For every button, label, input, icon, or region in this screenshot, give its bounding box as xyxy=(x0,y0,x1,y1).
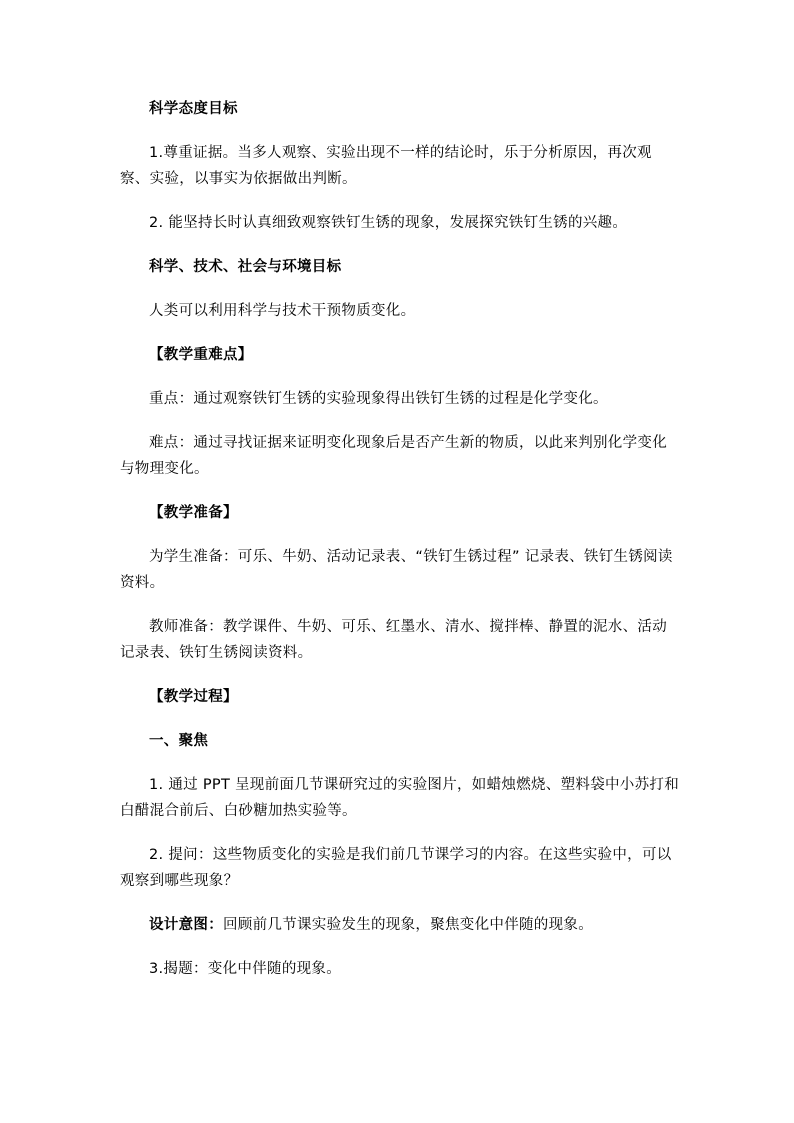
heading-science-attitude: 科学态度目标 xyxy=(149,101,238,117)
paragraph-key-point: 重点：通过观察铁钉生锈的实验现象得出铁钉生锈的过程是化学变化。 xyxy=(149,391,608,407)
paragraph-reveal-topic: 3.揭题：变化中伴随的现象。 xyxy=(149,961,342,977)
design-intent-label: 设计意图： xyxy=(149,917,223,933)
paragraph-teacher-preparation: 教师准备：教学课件、牛奶、可乐、红墨水、清水、搅拌棒、静置的泥水、活动记录表、铁钉生锈阅读资料。 xyxy=(120,619,667,661)
paragraph-design-intent xyxy=(120,912,680,938)
heading-teaching-process: 【教学过程】 xyxy=(149,689,238,705)
document-page xyxy=(120,96,680,1000)
paragraph-question: 2. 提问：这些物质变化的实验是我们前几节课学习的内容。在这些实验中，可以观察到哪些现象？ xyxy=(120,847,672,889)
paragraph-ppt-review: 1. 通过 PPT 呈现前面几节课研究过的实验图片，如蜡烛燃烧、塑料袋中小苏打和白醋混合前后、白砂糖加热实验等。 xyxy=(120,777,680,819)
paragraph-human-intervention: 人类可以利用科学与技术干预物质变化。 xyxy=(149,303,416,319)
heading-focus: 一、聚焦 xyxy=(149,733,209,749)
paragraph-respect-evidence: 1.尊重证据。当多人观察、实验出现不一样的结论时，乐于分析原因，再次观察、实验，以事实为依据做出判断。 xyxy=(120,145,652,187)
heading-teaching-preparation: 【教学准备】 xyxy=(149,505,238,521)
heading-sts-goals: 科学、技术、社会与环境目标 xyxy=(149,259,342,275)
design-intent-text: 回顾前几节课实验发生的现象，聚焦变化中伴随的现象。 xyxy=(223,917,593,933)
paragraph-observe-rust: 2. 能坚持长时认真细致观察铁钉生锈的现象，发展探究铁钉生锈的兴趣。 xyxy=(149,215,628,231)
paragraph-student-preparation: 为学生准备：可乐、牛奶、活动记录表、“铁钉生锈过程” 记录表、铁钉生锈阅读资料。 xyxy=(120,549,673,591)
paragraph-difficult-point: 难点：通过寻找证据来证明变化现象后是否产生新的物质，以此来判别化学变化与物理变化。 xyxy=(120,435,667,477)
heading-key-difficult-points: 【教学重难点】 xyxy=(149,347,253,363)
